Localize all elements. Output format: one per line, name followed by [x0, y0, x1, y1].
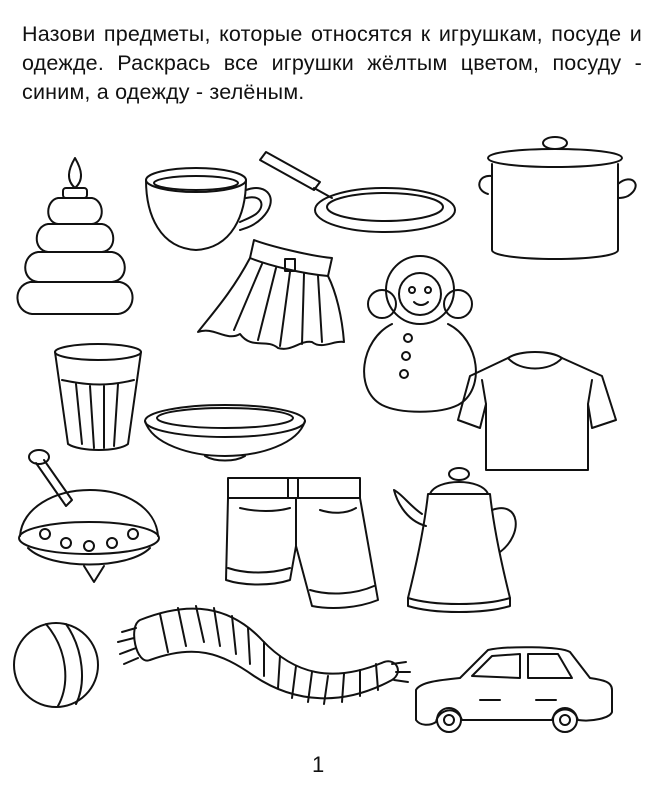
pyramid-toy-icon	[17, 158, 132, 314]
shorts-icon	[226, 478, 378, 608]
ball-icon	[14, 623, 98, 707]
tshirt-icon	[458, 352, 616, 470]
instructions-text: Назови предметы, которые относятся к игрушкам, посуде и одежде. Раскрась все игрушки жёлтым цветом, посуду - синим, а одежду - зелёным.	[22, 22, 642, 104]
teapot-icon	[394, 468, 516, 612]
cup-icon	[146, 168, 271, 250]
drinking-glass-icon	[55, 344, 141, 450]
bowl-icon	[145, 405, 305, 461]
page-number: 1	[312, 752, 325, 777]
spinning-top-icon	[19, 450, 159, 582]
roly-poly-doll-icon	[364, 256, 476, 412]
scarf-icon	[118, 606, 410, 704]
pot-icon	[479, 137, 635, 259]
skirt-icon	[198, 240, 344, 349]
car-icon	[416, 647, 612, 732]
frying-pan-icon	[260, 152, 455, 232]
